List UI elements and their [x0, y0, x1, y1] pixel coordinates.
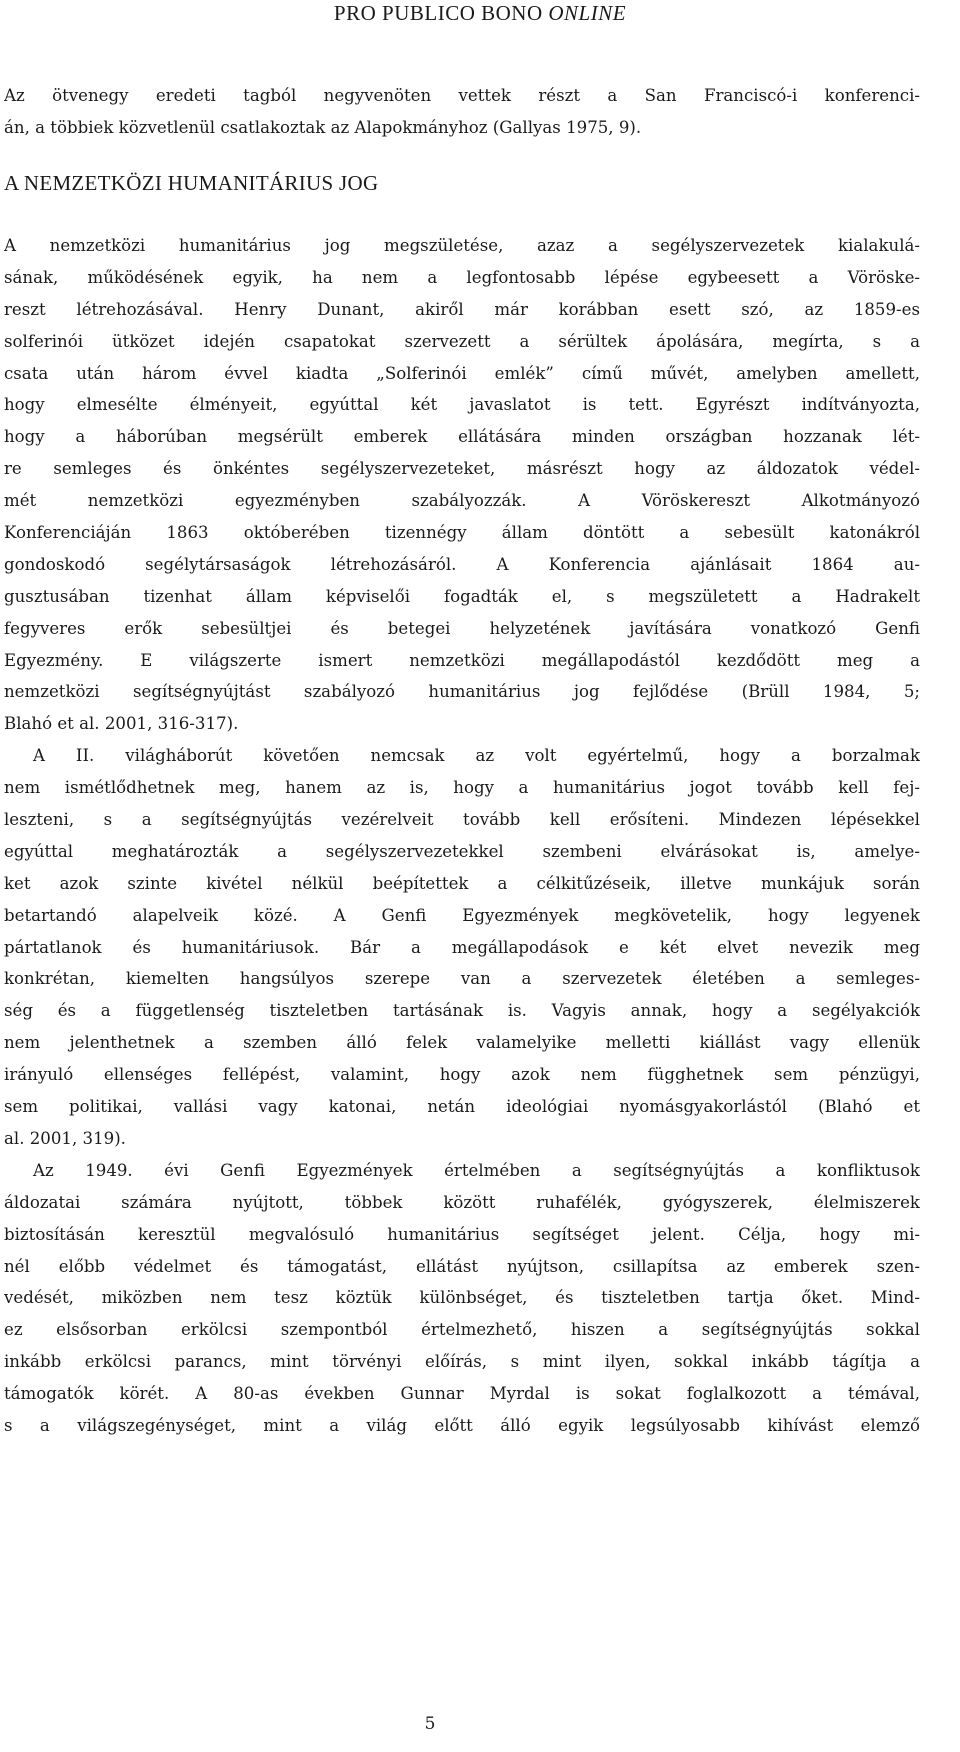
text-line: Blahó et al. 2001, 316-317). — [4, 714, 239, 734]
page-number: 5 — [424, 1714, 436, 1734]
text-line: pártatlanok és humanitáriusok. Bár a megállapodások e két elvet nevezik meg — [4, 937, 920, 957]
section-heading: A NEMZETKÖZI HUMANITÁRIUS JOG — [4, 171, 379, 195]
header-title: PRO PUBLICO BONO — [333, 1, 543, 25]
text-line: A II. világháborút követően nemcsak az volt egyértelmű, hogy a borzalmak — [33, 746, 920, 766]
text-line: egyúttal meghatározták a segélyszervezetekkel szembeni elvárásokat is, amelye- — [4, 841, 920, 861]
text-line: nem ismétlődhetnek meg, hanem az is, hogy a humanitárius jogot tovább kell fej- — [4, 778, 920, 798]
text-line: re semleges és önkéntes segélyszervezeteket, másrészt hogy az áldozatok védel- — [4, 459, 920, 479]
text-line: ség és a függetlenség tiszteletben tartásának is. Vagyis annak, hogy a segélyakciók — [4, 1001, 920, 1021]
text-line: nemzetközi segítségnyújtást szabályozó humanitárius jog fejlődése (Brüll 1984, 5; — [4, 682, 920, 702]
text-line: Konferenciáján 1863 októberében tizennégy állam döntött a sebesült katonákról — [4, 523, 920, 543]
text-line: nem jelenthetnek a szemben álló felek valamelyike melletti kiállást vagy ellenük — [4, 1033, 920, 1053]
text-line: solferinói ütközet idején csapatokat szervezett a sérültek ápolására, megírta, s a — [4, 331, 920, 351]
text-line: irányuló ellenséges fellépést, valamint, hogy azok nem függhetnek sem pénzügyi, — [4, 1065, 920, 1085]
text-line: gondoskodó segélytársaságok létrehozásáról. A Konferencia ajánlásait 1864 au- — [4, 554, 920, 574]
text-line: ez elsősorban erkölcsi szempontból értelmezhető, hiszen a segítségnyújtás sokkal — [4, 1320, 920, 1340]
text-line: áldozatai számára nyújtott, többek között ruhafélék, gyógyszerek, élelmiszerek — [4, 1192, 920, 1212]
text-line: csata után három évvel kiadta „Solferinói emlék” című művét, amelyben amellett, — [4, 363, 920, 383]
text-line: sem politikai, vallási vagy katonai, netán ideológiai nyomásgyakorlástól (Blahó et — [4, 1097, 920, 1117]
text-line: ket azok szinte kivétel nélkül beépítettek a célkitűzéseik, illetve munkájuk során — [4, 873, 920, 893]
text-line: mét nemzetközi egyezményben szabályozzák. A Vöröskereszt Alkotmányozó — [4, 491, 920, 511]
text-line: án, a többiek közvetlenül csatlakoztak az Alapokmányhoz (Gallyas 1975, 9). — [4, 117, 642, 137]
text-line: leszteni, s a segítségnyújtás vezérelveit tovább kell erősíteni. Mindezen lépésekkel — [4, 810, 920, 830]
text-line: konkrétan, kiemelten hangsúlyos szerepe van a szervezetek életében a semleges- — [4, 969, 920, 989]
header-subtitle: ONLINE — [548, 1, 627, 25]
text-line: Az 1949. évi Genfi Egyezmények értelmében a segítségnyújtás a konfliktusok — [33, 1160, 920, 1180]
text-line: A nemzetközi humanitárius jog megszületése, azaz a segélyszervezetek kialakulá- — [4, 236, 920, 255]
text-line: biztosításán keresztül megvalósuló humanitárius segítséget jelent. Célja, hogy mi- — [4, 1224, 920, 1244]
text-line: betartandó alapelveik közé. A Genfi Egyezmények megkövetelik, hogy legyenek — [4, 905, 920, 925]
text-line: fegyveres erők sebesültjei és betegei helyzetének javítására vonatkozó Genfi — [4, 618, 920, 638]
intro-paragraph — [4, 80, 920, 144]
text-line: reszt létrehozásával. Henry Dunant, akiről már korábban esett szó, az 1859-es — [4, 299, 920, 319]
running-header — [0, 0, 960, 26]
text-line: hogy elmesélte élményeit, egyúttal két javaslatot is tett. Egyrészt indítványozta, — [4, 395, 920, 415]
text-line: vedését, miközben nem tesz köztük különbséget, és tiszteletben tartja őket. Mind- — [4, 1288, 920, 1308]
text-line: s a világszegénységet, mint a világ előtt álló egyik legsúlyosabb kihívást elemző — [4, 1415, 920, 1435]
text-line: gusztusában tizenhat állam képviselői fogadták el, s megszületett a Hadrakelt — [4, 586, 920, 606]
text-line: inkább erkölcsi parancs, mint törvényi előírás, s mint ilyen, sokkal inkább tágítja a — [4, 1352, 920, 1372]
body-text — [4, 230, 920, 1442]
text-line: al. 2001, 319). — [4, 1128, 126, 1148]
text-line: Az ötvenegy eredeti tagból negyvenöten vettek részt a San Franciscó-i konferenci- — [4, 86, 920, 105]
text-line: Egyezmény. E világszerte ismert nemzetközi megállapodástól kezdődött meg a — [4, 650, 920, 670]
text-line: sának, működésének egyik, ha nem a legfontosabb lépése egybeesett a Vöröske- — [4, 267, 920, 287]
text-line: nél előbb védelmet és támogatást, ellátást nyújtson, csillapítsa az emberek szen- — [4, 1256, 920, 1276]
text-line: támogatók körét. A 80-as években Gunnar Myrdal is sokat foglalkozott a témával, — [4, 1384, 920, 1404]
text-line: hogy a háborúban megsérült emberek ellátására minden országban hozzanak lét- — [4, 427, 920, 447]
